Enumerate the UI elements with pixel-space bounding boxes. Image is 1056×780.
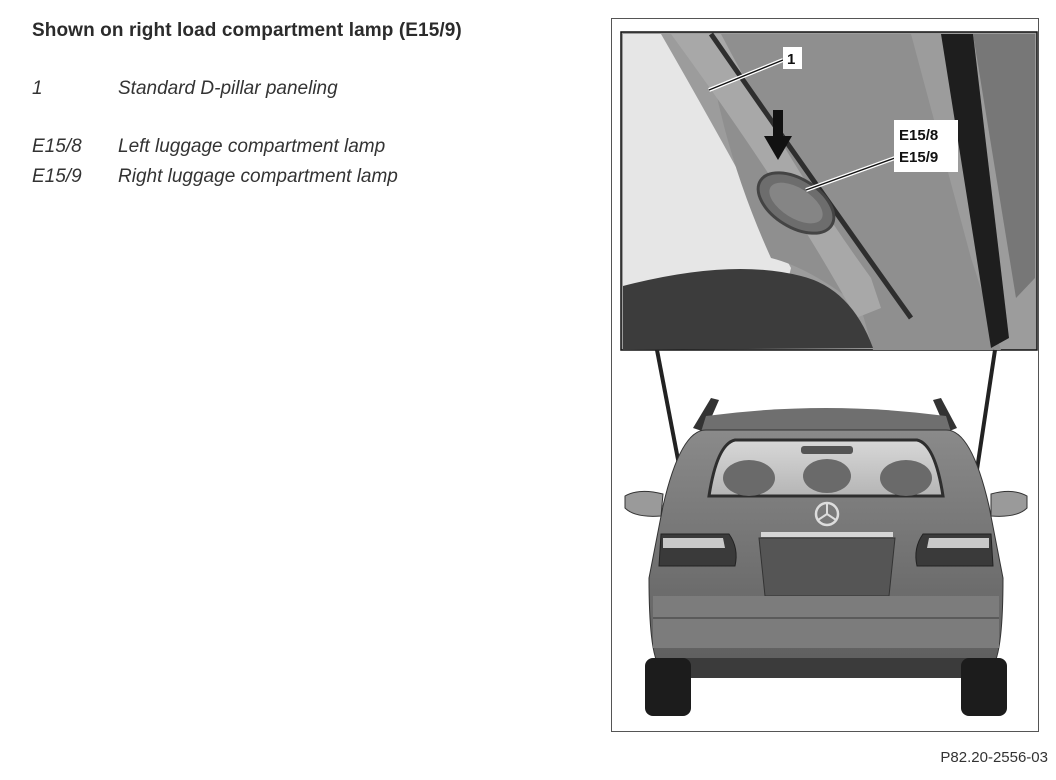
page-title: Shown on right load compartment lamp (E15/9) — [32, 20, 462, 41]
car-rear-view — [625, 398, 1027, 716]
legend-description: Standard D-pillar paneling — [118, 78, 338, 99]
callout-label-e15-8: E15/8 — [899, 127, 939, 144]
figure-id: P82.20-2556-03 — [940, 749, 1048, 766]
callout-label-e15-9: E15/9 — [899, 149, 939, 166]
legend-description: Right luggage compartment lamp — [118, 166, 398, 187]
detail-inset — [621, 32, 1037, 350]
figure-illustration — [611, 18, 1039, 732]
legend-description: Left luggage compartment lamp — [118, 136, 386, 157]
legend-code: 1 — [32, 78, 43, 99]
legend-code: E15/8 — [32, 136, 82, 157]
callout-label-1: 1 — [787, 51, 796, 68]
legend-code: E15/9 — [32, 166, 82, 187]
